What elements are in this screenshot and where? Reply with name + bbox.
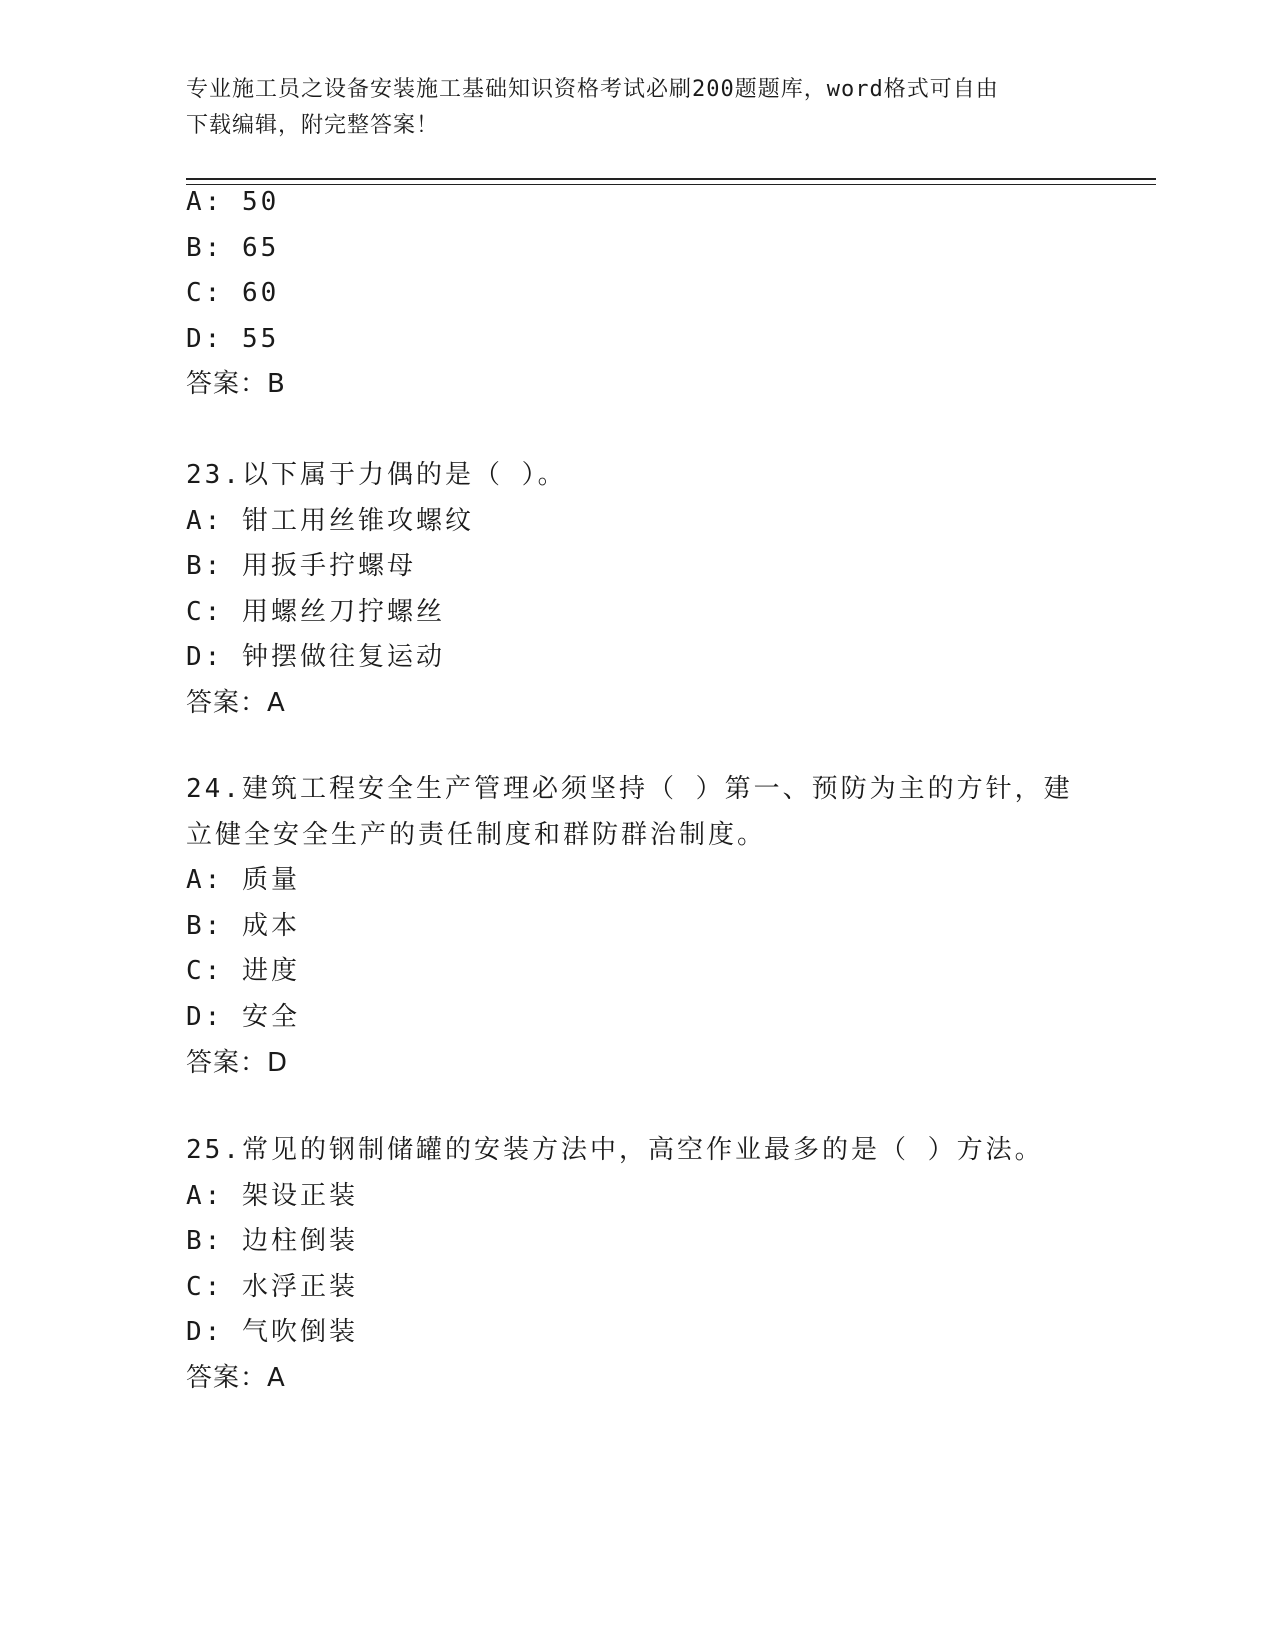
document-header (186, 72, 1086, 144)
option-d: D: 气吹倒装 (186, 1317, 358, 1348)
question-text: 25.常见的钢制储罐的安装方法中，高空作业最多的是（ ）方法。 (186, 1135, 1044, 1165)
answer: 答案：A (186, 687, 286, 718)
option-a: A: 50 (186, 187, 280, 217)
option-a: A: 钳工用丝锥攻螺纹 (186, 505, 474, 536)
option-a: A: 架设正装 (186, 1180, 358, 1211)
document-page (186, 0, 1156, 1650)
option-d: D: 安全 (186, 1001, 300, 1032)
question-24 (186, 767, 1156, 1086)
option-d: D: 钟摆做往复运动 (186, 642, 445, 673)
answer: 答案：D (186, 1047, 289, 1078)
option-b: B: 用扳手拧螺母 (186, 551, 416, 582)
answer: 答案：A (186, 1362, 286, 1393)
option-d: D: 55 (186, 323, 280, 354)
header-line-2: 下载编辑，附完整答案！ (186, 113, 440, 138)
option-a: A: 质量 (186, 865, 300, 896)
option-b: B: 成本 (186, 910, 300, 941)
option-c: C: 进度 (186, 956, 300, 987)
header-line-1: 专业施工员之设备安装施工基础知识资格考试必刷200题题库，word格式可自由 (186, 77, 999, 102)
option-b: B: 边柱倒装 (186, 1226, 358, 1257)
question-text-line-1: 24.建筑工程安全生产管理必须坚持（ ）第一、预防为主的方针，建 (186, 774, 1073, 804)
question-text-line-2: 立健全安全生产的责任制度和群防群治制度。 (186, 819, 767, 850)
option-b: B: 65 (186, 232, 280, 263)
answer: 答案：B (186, 369, 286, 400)
question-22-tail (186, 180, 1156, 408)
option-c: C: 水浮正装 (186, 1271, 358, 1302)
question-23 (186, 453, 1156, 727)
option-c: C: 用螺丝刀拧螺丝 (186, 596, 445, 627)
question-text: 23.以下属于力偶的是（ ）。 (186, 460, 567, 490)
question-25 (186, 1128, 1156, 1402)
option-c: C: 60 (186, 278, 280, 309)
